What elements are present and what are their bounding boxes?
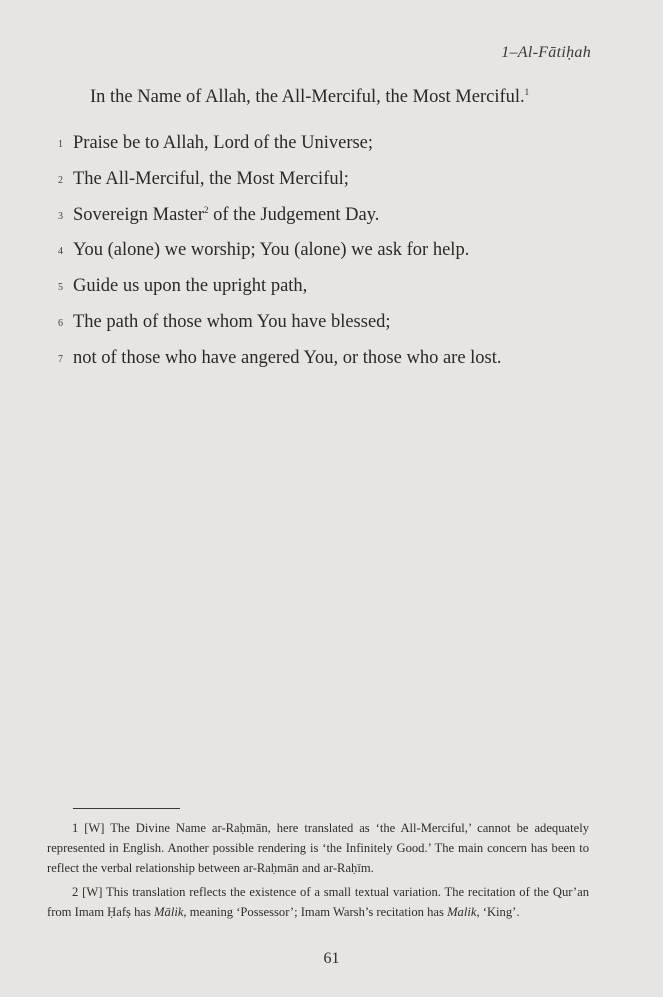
verse-text: not of those who have angered You, or those who are lost. [73,347,502,368]
verse-list [58,130,618,381]
verse-number: 1 [58,139,63,150]
verse-number: 2 [58,174,63,186]
footnote-divider [73,808,180,809]
basmala-line [90,87,529,108]
verse-text: Praise be to Allah, Lord of the Universe; [73,133,374,153]
verse-text [73,202,379,228]
verse-2 [58,166,618,202]
footnote-2 [47,882,589,922]
footnote-text: , ‘King’. [476,905,520,919]
verse-number: 5 [58,282,63,294]
verse-3 [58,202,618,238]
verse-number: 3 [58,210,63,222]
verse-number: 4 [58,246,63,258]
running-head: 1–Al-Fātiḥah [501,44,591,61]
footnote-italic-term: Mālik [154,905,184,919]
footnote-ref-2: 2 [204,204,209,215]
verse-text: You (alone) we worship; You (alone) we ask for help. [73,240,470,261]
verse-text-part: Sovereign Master [73,204,205,225]
footnotes [47,818,589,926]
verse-5 [58,273,618,309]
verse-1 [58,130,618,166]
verse-6 [58,309,618,345]
footnote-ref-1: 1 [524,86,530,97]
verse-number: 7 [58,353,63,365]
verse-7 [58,345,618,381]
verse-number: 6 [58,317,63,329]
verse-text: Guide us upon the upright path, [73,276,308,297]
verse-text-part: of the Judgement Day. [208,204,380,225]
footnote-1: 1 [W] The Divine Name ar-Raḥmān, here translated as ‘the All-Merciful,’ cannot be adequately represented in English. Another possible rendering is ‘the Infinitely Good.’ The main concern has been to reflect the verbal relationship between ar-Raḥmān and ar-Raḥīm. [47,821,589,875]
footnote-text: , meaning ‘Possessor’; Imam Warsh’s recitation has [183,905,448,919]
page-number: 61 [323,950,340,967]
verse-text: The path of those whom You have blessed; [73,311,391,332]
verse-4 [58,237,618,273]
verse-text: The All-Merciful, the Most Merciful; [73,168,349,189]
footnote-italic-term: Malik [447,905,477,919]
basmala-text: In the Name of Allah, the All-Merciful, the Most Merciful. [90,87,525,107]
footnote-text: 2 [W] This translation reflects the existence of a small textual variation. The recitation of the Qur’an from Imam Ḥafṣ has [47,885,589,919]
